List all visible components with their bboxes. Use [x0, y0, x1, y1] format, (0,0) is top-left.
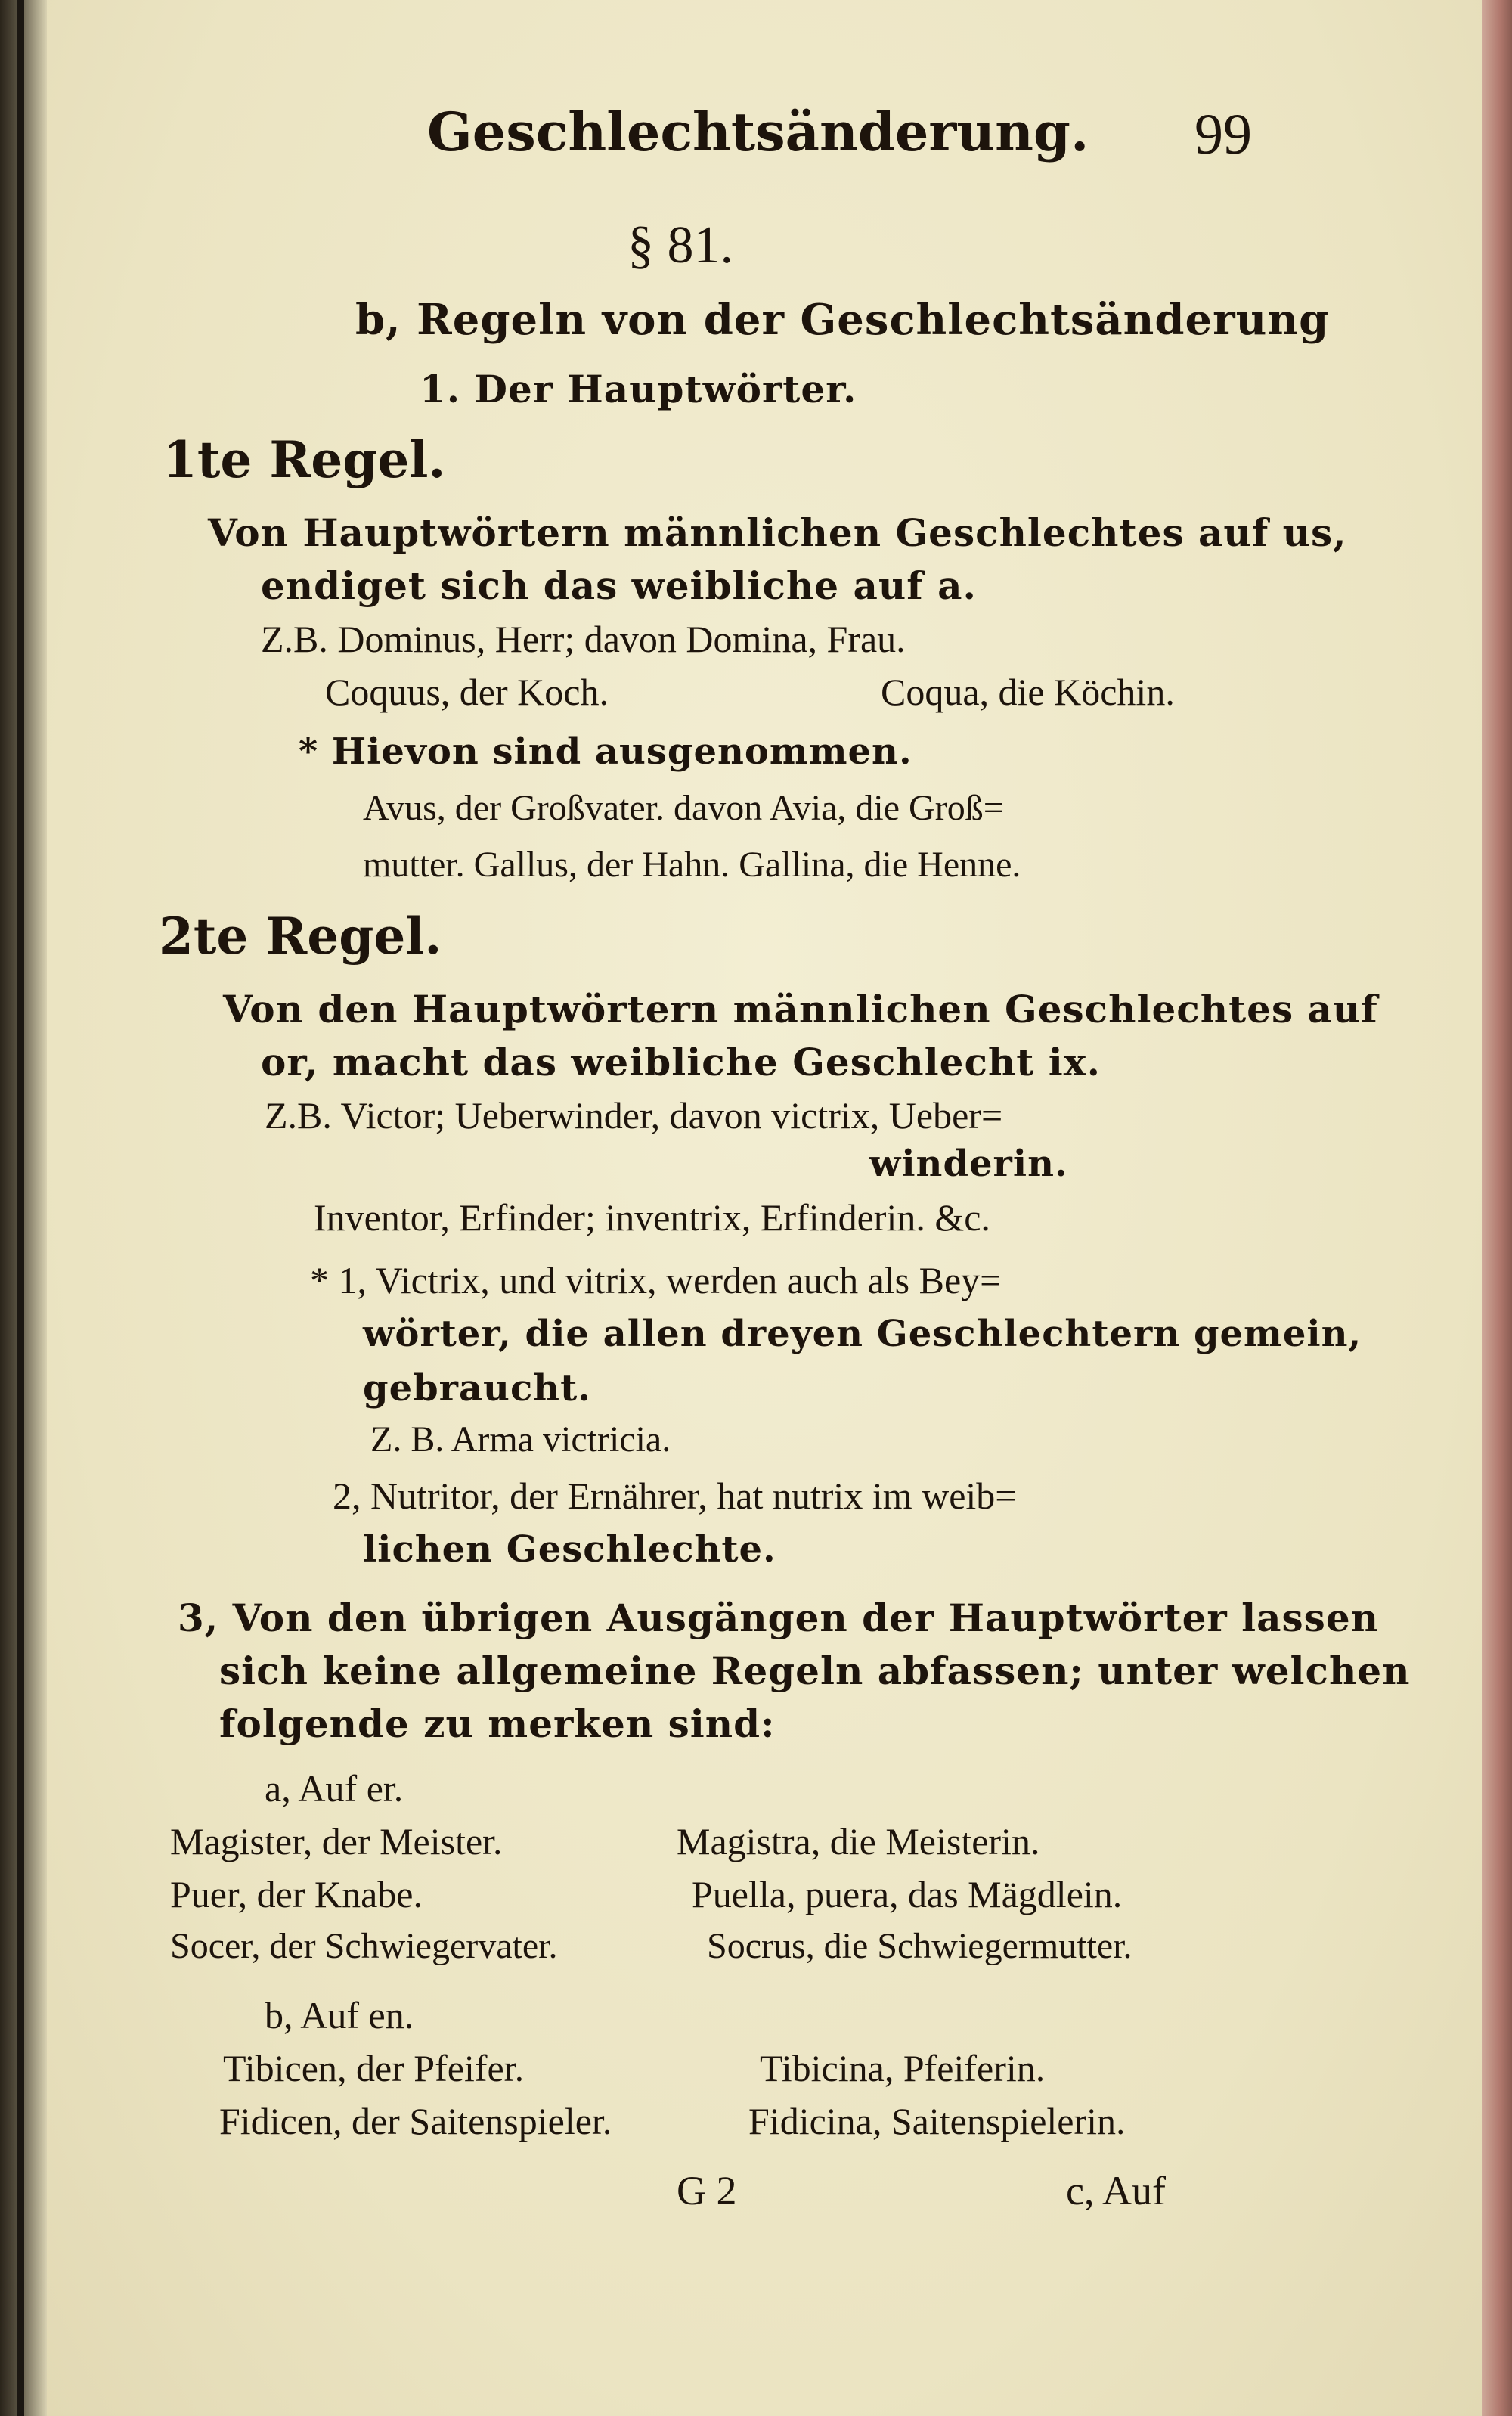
rule3-line1: 3, Von den übrigen Ausgängen der Hauptwörter lassen	[178, 1596, 1379, 1640]
rule2-heading: 2te Regel.	[159, 907, 442, 966]
rule2-line2: or, macht das weibliche Geschlecht ix.	[261, 1040, 1101, 1084]
signature-mark: G 2	[677, 2168, 737, 2213]
rule1-heading: 1te Regel.	[163, 430, 446, 489]
rule2-example1: Z.B. Victor; Ueberwinder, davon victrix, Ueber=	[265, 1094, 1003, 1137]
rule1-example1: Z.B. Dominus, Herr; davon Domina, Frau.	[261, 618, 906, 660]
group-b-row1-left: Tibicen, der Pfeifer.	[223, 2047, 525, 2089]
rule2-note2-line1: 2, Nutritor, der Ernährer, hat nutrix im weib=	[333, 1475, 1017, 1517]
rule1-example2b: Coqua, die Köchin.	[881, 671, 1175, 713]
rule1-note-line2: mutter. Gallus, der Hahn. Gallina, die Henne.	[363, 845, 1021, 885]
rule3-line2: sich keine allgemeine Regeln abfassen; unter welchen	[219, 1648, 1411, 1693]
group-a-row3-left: Socer, der Schwiegervater.	[170, 1926, 558, 1966]
rule2-note1-line1: * 1, Victrix, und vitrix, werden auch als Bey=	[310, 1259, 1002, 1301]
group-a-row2-right: Puella, puera, das Mägdlein.	[692, 1873, 1123, 1915]
rule2-note1-example: Z. B. Arma victricia.	[370, 1419, 671, 1459]
rule2-note1-line3: gebraucht.	[363, 1367, 591, 1410]
rule1-line2: endiget sich das weibliche auf a.	[261, 563, 977, 608]
rule2-example2: Inventor, Erfinder; inventrix, Erfinderin. &c.	[314, 1196, 990, 1239]
rule2-note1-line2: wörter, die allen dreyen Geschlechtern gemein,	[363, 1313, 1362, 1355]
page-edge	[1482, 0, 1512, 2416]
group-b-label: b, Auf en.	[265, 1994, 414, 2036]
group-a-row1-left: Magister, der Meister.	[170, 1820, 503, 1862]
rule1-line1: Von Hauptwörtern männlichen Geschlechtes auf us,	[208, 510, 1347, 555]
group-a-label: a, Auf er.	[265, 1767, 404, 1810]
group-a-row1-right: Magistra, die Meisterin.	[677, 1820, 1040, 1862]
group-b-row2-left: Fidicen, der Saitenspieler.	[219, 2100, 612, 2142]
page-number: 99	[1194, 103, 1252, 166]
group-b-row2-right: Fidicina, Saitenspielerin.	[748, 2100, 1126, 2142]
group-a-row3-right: Socrus, die Schwiegermutter.	[707, 1926, 1132, 1966]
running-title: Geschlechtsänderung.	[427, 101, 1089, 163]
gutter-line	[17, 0, 24, 2416]
rule3-line3: folgende zu merken sind:	[219, 1701, 776, 1746]
rule1-note-line1: Avus, der Großvater. davon Avia, die Groß=	[363, 788, 1004, 828]
section-number: § 81.	[627, 216, 733, 274]
section-part: 1. Der Hauptwörter.	[420, 367, 857, 411]
rule2-line1: Von den Hauptwörtern männlichen Geschlechtes auf	[223, 987, 1378, 1031]
group-b-row1-right: Tibicina, Pfeiferin.	[760, 2047, 1046, 2089]
rule1-example2a: Coquus, der Koch.	[325, 671, 609, 713]
rule2-example1b: winderin.	[869, 1143, 1068, 1185]
rule2-note2-line2: lichen Geschlechte.	[363, 1528, 776, 1571]
catchword: c, Auf	[1066, 2168, 1166, 2213]
group-a-row2-left: Puer, der Knabe.	[170, 1873, 423, 1915]
section-subtitle: b, Regeln von der Geschlechtsänderung	[355, 295, 1330, 345]
rule1-note: * Hievon sind ausgenommen.	[299, 730, 912, 773]
